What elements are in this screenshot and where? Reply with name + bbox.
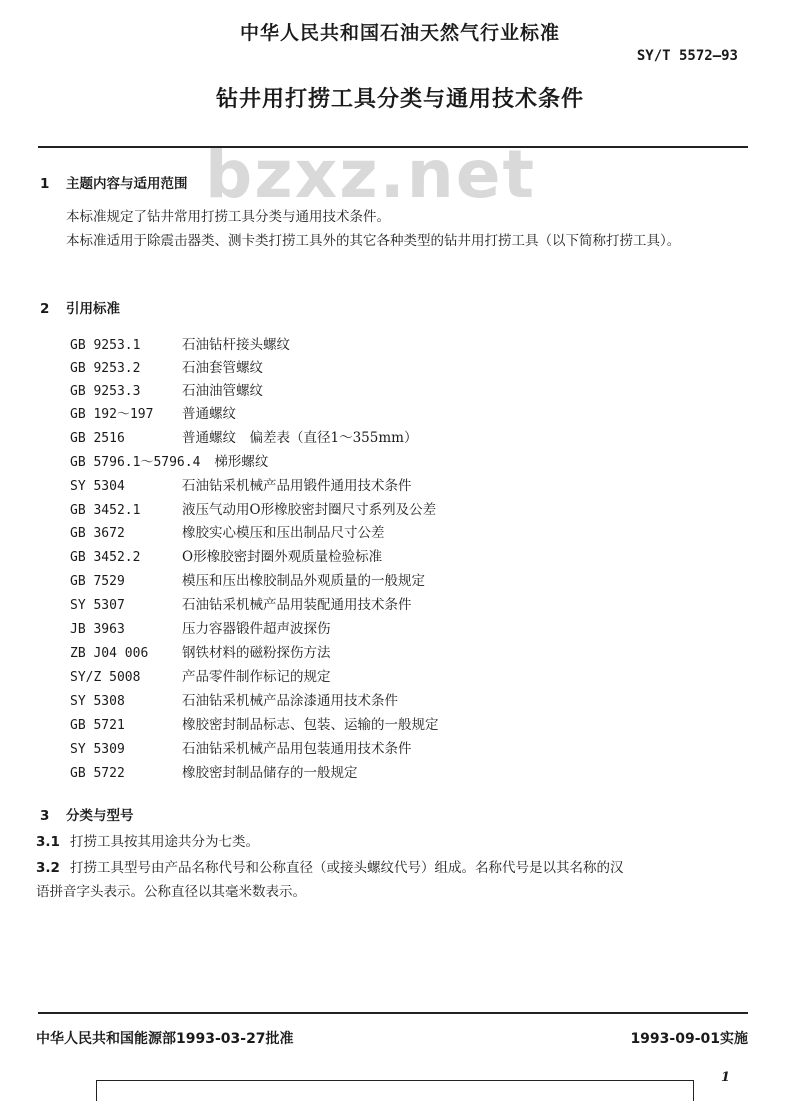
reference-item xyxy=(70,618,331,640)
reference-code: GB 3452.1 xyxy=(70,503,141,518)
page-bottom-frame xyxy=(96,1080,694,1101)
reference-item xyxy=(70,762,358,784)
section-title: 主题内容与适用范围 xyxy=(66,176,188,192)
reference-title: 石油油管螺纹 xyxy=(182,383,263,399)
reference-item xyxy=(70,570,425,592)
section-title: 分类与型号 xyxy=(66,808,134,824)
reference-item xyxy=(70,546,382,568)
reference-item xyxy=(70,666,331,688)
reference-item xyxy=(70,642,331,664)
reference-title: 橡胶实心模压和压出制品尺寸公差 xyxy=(182,525,385,541)
reference-item xyxy=(70,522,385,544)
reference-code: JB 3963 xyxy=(70,622,125,637)
reference-title: 橡胶密封制品标志、包装、运输的一般规定 xyxy=(182,717,439,733)
reference-code: GB 5796.1～5796.4 xyxy=(70,455,201,470)
reference-item xyxy=(70,475,412,497)
footer-rule xyxy=(38,1012,748,1014)
reference-code: GB 2516 xyxy=(70,431,125,446)
reference-title: 石油钻杆接头螺纹 xyxy=(182,337,290,353)
section-number: 2 xyxy=(40,301,50,317)
reference-code: GB 5721 xyxy=(70,718,125,733)
reference-title: 橡胶密封制品储存的一般规定 xyxy=(182,765,358,781)
reference-item xyxy=(70,714,439,736)
reference-code: GB 7529 xyxy=(70,574,125,589)
reference-code: SY 5307 xyxy=(70,598,125,613)
effective-date: 1993-09-01实施 xyxy=(630,1031,748,1047)
clause-3-2-continued: 语拼音字头表示。公称直径以其毫米数表示。 xyxy=(36,884,306,900)
reference-code: GB 5722 xyxy=(70,766,125,781)
section-3-heading xyxy=(40,804,134,824)
reference-code: SY 5304 xyxy=(70,479,125,494)
reference-code: GB 3672 xyxy=(70,526,125,541)
clause-number: 3.1 xyxy=(36,834,60,850)
reference-item xyxy=(70,594,412,616)
clause-3-1 xyxy=(36,830,754,854)
reference-title: 模压和压出橡胶制品外观质量的一般规定 xyxy=(182,573,425,589)
reference-item xyxy=(70,451,268,473)
reference-code: SY/Z 5008 xyxy=(70,670,141,685)
standard-code: SY/T 5572—93 xyxy=(636,48,738,64)
reference-title: 石油钻采机械产品涂漆通用技术条件 xyxy=(182,693,398,709)
reference-code: GB 3452.2 xyxy=(70,550,141,565)
reference-title: 石油钻采机械产品用装配通用技术条件 xyxy=(182,597,412,613)
section-1-paragraph-1: 本标准规定了钻井常用打捞工具分类与通用技术条件。 xyxy=(66,209,390,225)
reference-item xyxy=(70,499,436,521)
document-title: 钻井用打捞工具分类与通用技术条件 xyxy=(215,87,584,112)
reference-code: GB 9253.3 xyxy=(70,384,141,399)
reference-item xyxy=(70,738,412,760)
clause-number: 3.2 xyxy=(36,860,60,876)
reference-code: SY 5308 xyxy=(70,694,125,709)
reference-item xyxy=(70,357,263,379)
page-number: 1 xyxy=(720,1070,730,1085)
reference-item xyxy=(70,380,263,402)
reference-code: SY 5309 xyxy=(70,742,125,757)
reference-title: 梯形螺纹 xyxy=(214,454,269,470)
reference-title: 普通螺纹 xyxy=(182,406,236,422)
header-rule xyxy=(38,146,748,148)
reference-title: 钢铁材料的磁粉探伤方法 xyxy=(182,645,331,661)
approval-statement: 中华人民共和国能源部1993-03-27批准 xyxy=(36,1031,294,1047)
reference-title: 石油套管螺纹 xyxy=(182,360,263,376)
section-1-paragraph-2: 本标准适用于除震击器类、测卡类打捞工具外的其它各种类型的钻井用打捞工具（以下简称打捞工具）。 xyxy=(66,233,681,249)
reference-item xyxy=(70,403,236,425)
watermark: bzxz.net xyxy=(205,136,537,213)
section-2-heading xyxy=(40,297,120,317)
clause-text: 打捞工具按其用途共分为七类。 xyxy=(70,834,259,850)
clause-3-2 xyxy=(36,856,754,880)
reference-item xyxy=(70,427,417,449)
section-number: 3 xyxy=(40,808,50,824)
reference-title: 压力容器锻件超声波探伤 xyxy=(182,621,331,637)
reference-item xyxy=(70,334,290,356)
reference-code: GB 192～197 xyxy=(70,407,154,422)
section-title: 引用标准 xyxy=(66,301,120,317)
reference-title: 石油钻采机械产品用包装通用技术条件 xyxy=(182,741,412,757)
reference-code: GB 9253.1 xyxy=(70,338,141,353)
reference-title: O形橡胶密封圈外观质量检验标准 xyxy=(182,549,383,565)
reference-title: 产品零件制作标记的规定 xyxy=(182,669,331,685)
reference-item xyxy=(70,690,398,712)
reference-title: 普通螺纹 偏差表（直径1～355mm） xyxy=(182,430,418,446)
reference-code: ZB J04 006 xyxy=(70,646,149,661)
reference-title: 石油钻采机械产品用锻件通用技术条件 xyxy=(182,478,412,494)
issuing-organization: 中华人民共和国石油天然气行业标准 xyxy=(239,22,560,44)
section-number: 1 xyxy=(40,176,50,192)
reference-title: 液压气动用O形橡胶密封圈尺寸系列及公差 xyxy=(182,502,437,518)
section-1-heading xyxy=(40,172,188,192)
reference-code: GB 9253.2 xyxy=(70,361,141,376)
clause-text: 打捞工具型号由产品名称代号和公称直径（或接头螺纹代号）组成。名称代号是以其名称的汉 xyxy=(70,860,624,876)
